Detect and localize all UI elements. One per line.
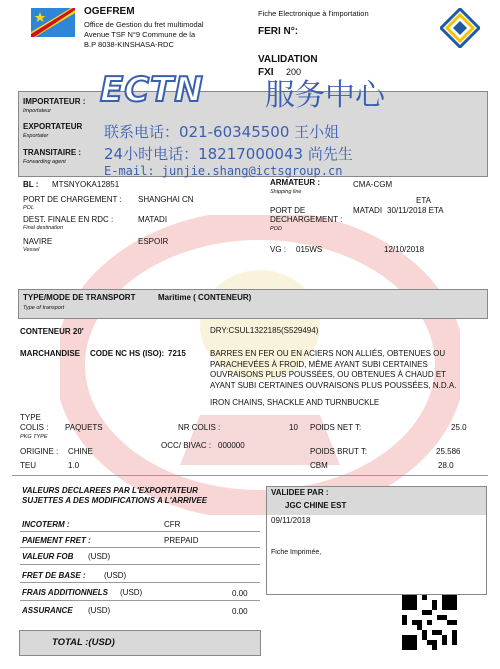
pol-label: PORT DE CHARGEMENT : (23, 195, 122, 204)
poids-brut-value: 25.586 (436, 447, 461, 456)
transitaire-label: TRANSITAIRE : (23, 148, 82, 157)
validee-label: VALIDEE PAR : (271, 488, 329, 497)
bl-label: BL : (23, 180, 39, 189)
feri-label: FERI N°: (258, 26, 299, 37)
pod-label-1: PORT DE (270, 206, 306, 215)
origine-value: CHINE (68, 447, 93, 456)
qr-code-icon (402, 595, 457, 650)
dry-value: DRY:CSUL1322185(S529494) (210, 326, 319, 335)
assurance-value: 0.00 (232, 607, 248, 616)
importateur-label: IMPORTATEUR : (23, 97, 86, 106)
cbm-label: CBM (310, 461, 328, 470)
type-label: TYPE (20, 413, 41, 422)
hs-label: CODE NC HS (ISO): (90, 349, 165, 358)
values-title-1: VALEURS DECLAREES PAR L'EXPORTATEUR (22, 486, 198, 495)
ectn-watermark: ECTN (100, 70, 204, 110)
section-divider (12, 475, 488, 476)
teu-value: 1.0 (68, 461, 80, 470)
pkg-sub: PKG TYPE (20, 434, 48, 440)
poids-net-label: POIDS NET T: (310, 423, 362, 432)
poids-brut-label: POIDS BRUT T: (310, 447, 368, 456)
service-center-watermark: 服务中心 (265, 78, 385, 113)
paiement-label: PAIEMENT FRET : (22, 536, 91, 545)
total-label: TOTAL :(USD) (52, 637, 115, 648)
contact-phone-2: 24小时电话：18217000043 尚先生 (104, 145, 353, 163)
occ-label: OCC/ BIVAC : (161, 441, 212, 450)
importateur-sub: Importateur (23, 108, 52, 114)
fret-unit: (USD) (104, 571, 127, 580)
row-divider (20, 600, 260, 601)
armateur-sub: Shipping line (270, 189, 302, 195)
navire-sub: Vessel (23, 247, 40, 253)
contact-phone-1: 联系电话：021-60345500 王小姐 (104, 123, 340, 141)
desc-english: IRON CHAINS, SHACKLE AND TURNBUCKLE (210, 398, 380, 407)
doc-title: Fiche Electronique à l'importation (258, 9, 369, 18)
incoterm-label: INCOTERM : (22, 520, 70, 529)
teu-label: TEU (20, 461, 36, 470)
navire-label: NAVIRE (23, 237, 53, 246)
vg-value: 015WS (296, 245, 323, 254)
assurance-label: ASSURANCE (22, 606, 73, 615)
dest-label: DEST. FINALE EN RDC : (23, 215, 114, 224)
fret-label: FRET DE BASE : (22, 571, 86, 580)
fxi-value: 200 (286, 67, 302, 77)
desc-line-4: AYANT SUBI CERTAINES OUVRAISONS PLUS POUSSÉES, N.D.A. (210, 380, 457, 390)
eta-value: 30/11/2018 ETA (387, 206, 444, 215)
pod-label-2: DECHARGEMENT : (270, 215, 343, 224)
frais-value: 0.00 (232, 589, 248, 598)
cbm-value: 28.0 (438, 461, 454, 470)
pol-sub: POL (23, 205, 35, 211)
armateur-value: CMA-CGM (353, 180, 393, 189)
dest-sub: Final destination (23, 225, 64, 231)
exportateur-label: EXPORTATEUR (23, 122, 83, 131)
pol-value: SHANGHAI CN (138, 195, 194, 204)
fob-label: VALEUR FOB (22, 552, 74, 561)
org-line-3: B.P 8038-KINSHASA-RDC (84, 40, 174, 49)
vg-date: 12/10/2018 (384, 245, 425, 254)
colis-label: COLIS : (20, 423, 49, 432)
desc-line-1: BARRES EN FER OU EN ACIERS NON ALLIÉS, OBTENUES OU (210, 349, 446, 358)
ogefrem-logo-icon (440, 8, 480, 48)
printed-label: Fiche Imprimée, (271, 549, 322, 556)
hs-value: 7215 (168, 349, 186, 358)
validee-agent: JGC CHINE EST (285, 501, 347, 510)
conteneur-label: CONTENEUR 20' (20, 327, 84, 336)
pod-value: MATADI (353, 206, 383, 215)
org-line-2: Avenue TSF N°9 Commune de la (84, 30, 196, 39)
org-name: OGEFREM (84, 6, 135, 17)
origine-label: ORIGINE : (20, 447, 59, 456)
vg-label: VG : (270, 245, 287, 254)
row-divider (20, 547, 260, 548)
assurance-unit: (USD) (88, 606, 111, 615)
fob-unit: (USD) (88, 552, 111, 561)
exportateur-sub: Exportater (23, 133, 49, 139)
transport-value: Maritime ( CONTENEUR) (158, 293, 252, 302)
transport-sub: Type of transport (23, 305, 65, 311)
validee-date: 09/11/2018 (271, 516, 311, 525)
incoterm-value: CFR (164, 520, 181, 529)
transport-label: TYPE/MODE DE TRANSPORT (23, 293, 136, 302)
fxi-label: FXI (258, 67, 274, 78)
nr-colis-value: 10 (289, 423, 298, 432)
transitaire-sub: Forwarding agent (23, 159, 66, 165)
row-divider (20, 582, 260, 583)
frais-unit: (USD) (120, 588, 143, 597)
eta-label: ETA (416, 196, 431, 205)
paiement-value: PREPAID (164, 536, 199, 545)
occ-value: 000000 (218, 441, 245, 450)
frais-label: FRAIS ADDITIONNELS (22, 588, 108, 597)
desc-line-3: OUVRAISONS PLUS POUSSÉES, OU OBTENUES À CHAUD ET (210, 370, 447, 379)
dest-value: MATADI (138, 215, 168, 224)
poids-net-value: 25.0 (451, 423, 467, 432)
validation-label: VALIDATION (258, 54, 318, 65)
row-divider (20, 531, 260, 532)
colis-value: PAQUETS (65, 423, 103, 432)
desc-line-2: PARACHEVÉES À FROID, MÊME AYANT SUBI CERTAINES (210, 359, 428, 369)
marchandise-label: MARCHANDISE (20, 349, 80, 358)
contact-email: E-mail: junjie.shang@ictsgroup.cn (104, 164, 343, 178)
nr-colis-label: NR COLIS : (178, 423, 221, 432)
pod-sub: POD (270, 226, 282, 232)
row-divider (20, 564, 260, 565)
bl-value: MTSNYOKA12851 (52, 180, 120, 189)
org-line-1: Office de Gestion du fret multimodal (84, 20, 204, 29)
drc-flag-icon (31, 8, 75, 37)
navire-value: ESPOIR (138, 237, 169, 246)
armateur-label: ARMATEUR : (270, 178, 321, 187)
values-title-2: SUJETTES A DES MODIFICATIONS A L'ARRIVEE (22, 496, 208, 505)
goods-description (210, 349, 456, 391)
